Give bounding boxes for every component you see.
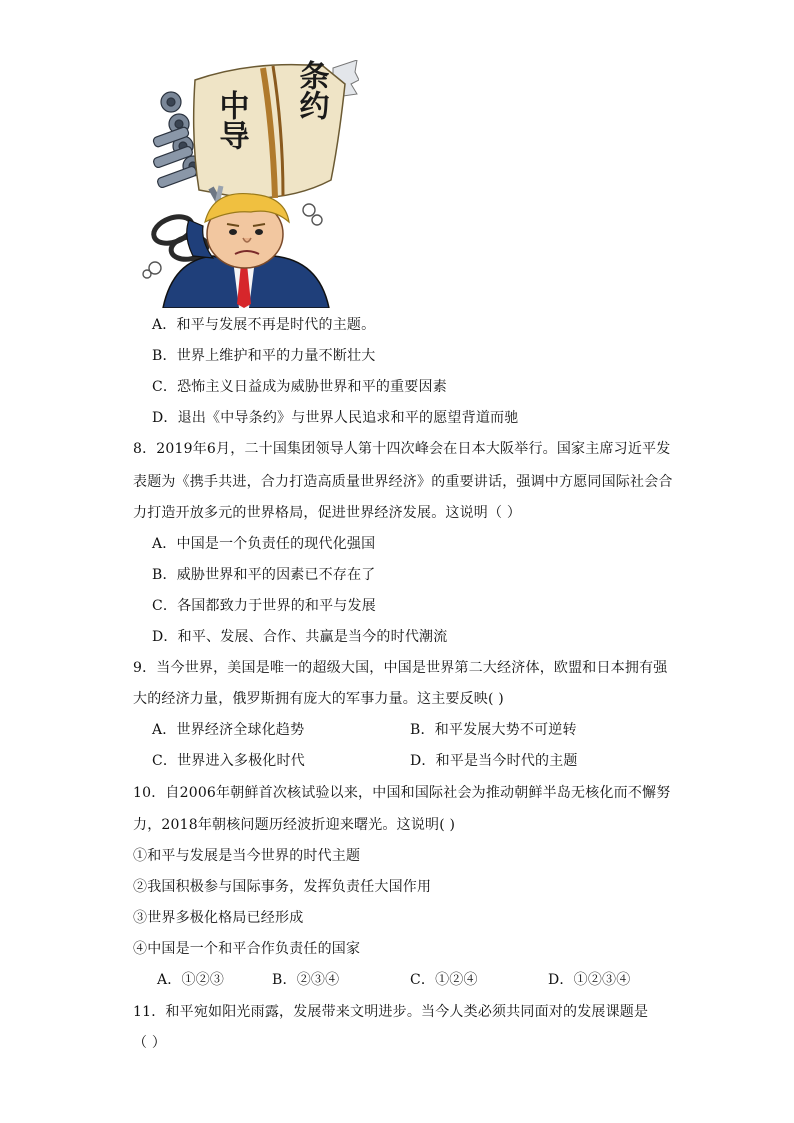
q10-option-b: B．②③④ (272, 972, 340, 988)
q10-option-a: A．①②③ (157, 972, 225, 988)
q10-option-c: C．①②④ (410, 972, 478, 988)
q10-statement-1: ①和平与发展是当今世界的时代主题 (133, 848, 361, 864)
q8-option-d: D．和平、发展、合作、共赢是当今的时代潮流 (152, 629, 448, 645)
q7-option-c: C．恐怖主义日益成为威胁世界和平的重要因素 (152, 379, 447, 395)
q9-option-c: C．世界进入多极化时代 (152, 753, 305, 769)
q7-option-d: D．退出《中导条约》与世界人民追求和平的愿望背道而驰 (152, 410, 519, 426)
cartoon-label-right: 条约 (293, 60, 329, 120)
q11-stem-line-1: 11．和平宛如阳光雨露，发展带来文明进步。当今人类必须共同面对的发展课题是 (133, 1004, 649, 1020)
q8-stem-line-2: 表题为《携手共进，合力打造高质量世界经济》的重要讲话，强调中方愿同国际社会合 (133, 474, 673, 490)
q11-stem-line-2: （ ） (133, 1035, 167, 1051)
q7-option-b: B．世界上维护和平的力量不断壮大 (152, 348, 376, 364)
q9-option-d: D．和平是当今时代的主题 (410, 753, 578, 769)
q8-stem-line-3: 力打造开放多元的世界格局，促进世界经济发展。这说明（ ） (133, 505, 522, 521)
q10-stem-line-2: 力，2018年朝核问题历经波折迎来曙光。这说明( ) (133, 817, 456, 833)
cartoon-label-left: 中导 (213, 90, 249, 150)
q9-option-a: A．世界经济全球化趋势 (152, 722, 305, 738)
q9-stem-line-1: 9．当今世界，美国是唯一的超级大国，中国是世界第二大经济体，欧盟和日本拥有强 (133, 660, 668, 676)
q8-stem-line-1: 8．2019年6月，二十国集团领导人第十四次峰会在日本大阪举行。国家主席习近平发 (133, 441, 671, 457)
q10-stem-line-1: 10．自2006年朝鲜首次核试验以来，中国和国际社会为推动朝鲜半岛无核化而不懈努 (133, 785, 671, 801)
q10-statement-3: ③世界多极化格局已经形成 (133, 910, 304, 926)
q8-option-a: A．中国是一个负责任的现代化强国 (152, 536, 376, 552)
q8-option-b: B．威胁世界和平的因素已不存在了 (152, 567, 376, 583)
q10-statement-4: ④中国是一个和平合作负责任的国家 (133, 941, 361, 957)
q8-option-c: C．各国都致力于世界的和平与发展 (152, 598, 376, 614)
q9-option-b: B．和平发展大势不可逆转 (410, 722, 577, 738)
treaty-cartoon-illustration (133, 60, 359, 308)
q10-statement-2: ②我国积极参与国际事务，发挥负责任大国作用 (133, 879, 432, 895)
q9-stem-line-2: 大的经济力量，俄罗斯拥有庞大的军事力量。这主要反映( ) (133, 691, 504, 707)
q10-option-d: D．①②③④ (548, 972, 631, 988)
q7-option-a: A．和平与发展不再是时代的主题。 (152, 317, 376, 333)
